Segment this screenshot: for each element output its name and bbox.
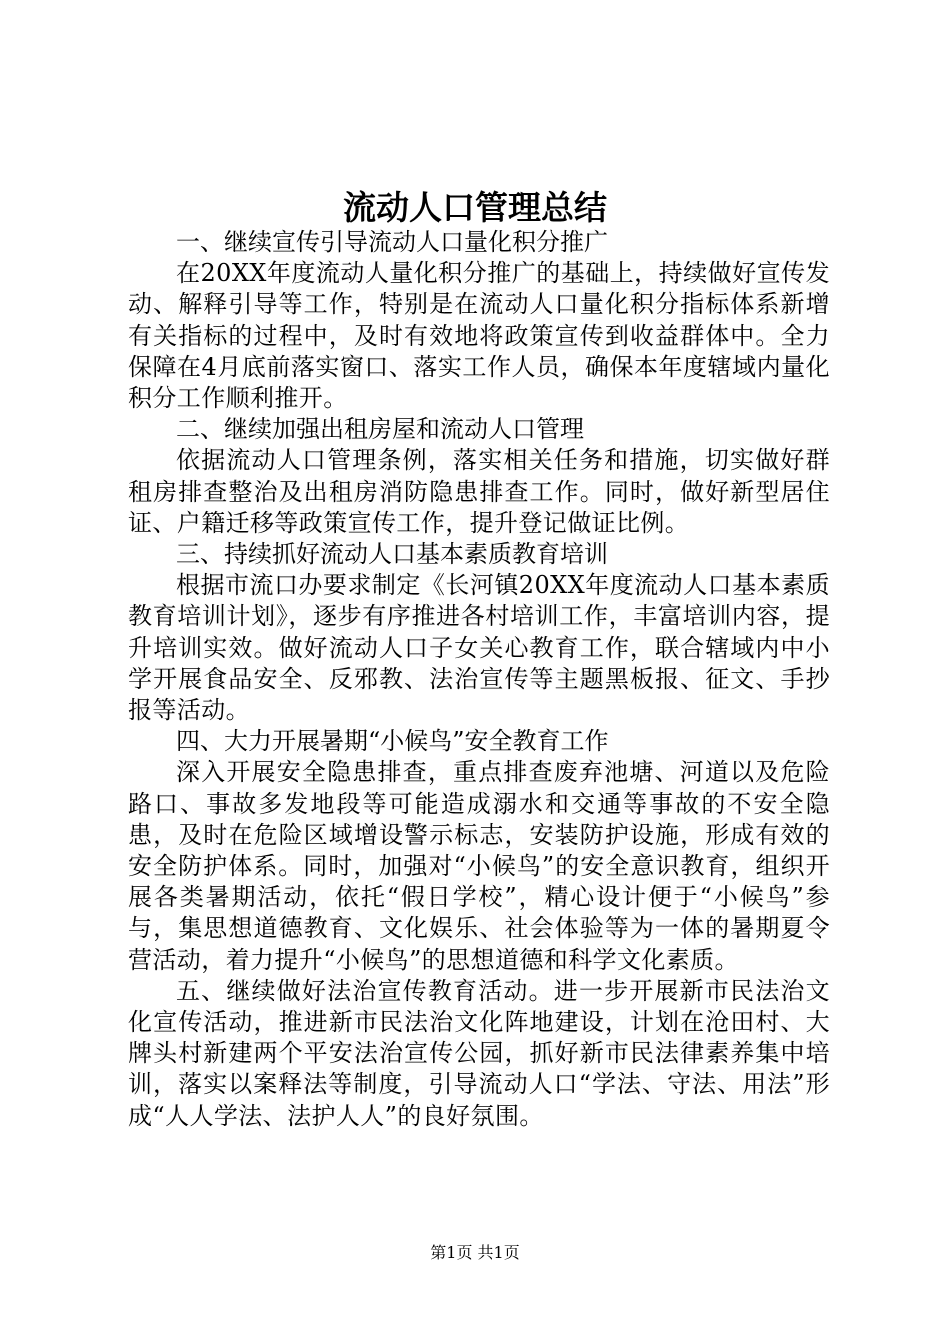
section-2-heading: 二、继续加强出租房屋和流动人口管理 <box>176 415 584 444</box>
section-1-body: 在20XX年度流动人量化积分推广的基础上，持续做好宣传发动、解释引导等工作，特别是在流动人口量化积分指标体系新增有关指标的过程中，及时有效地将政策宣传到收益群体中。全力保障在4月底前落实窗口、落实工作人员，确保本年度辖域内量化积分工作顺利推开。 <box>128 259 830 413</box>
page-number-footer: 第1页 共1页 <box>430 1243 520 1262</box>
document-body <box>128 227 830 1132</box>
section-5-body: 五、继续做好法治宣传教育活动。进一步开展新市民法治文化宣传活动，推进新市民法治文化阵地建设，计划在沧田村、大牌头村新建两个平安法治宣传公园，抓好新市民法律素养集中培训，落实以案释法等制度，引导流动人口“学法、守法、用法”形成“人人学法、法护人人”的良好氛围。 <box>128 976 830 1130</box>
section-3-body: 根据市流口办要求制定《长河镇20XX年度流动人口基本素质教育培训计划》，逐步有序推进各村培训工作，丰富培训内容，提升培训实效。做好流动人口子女关心教育工作，联合辖域内中小学开展食品安全、反邪教、法治宣传等主题黑板报、征文、手抄报等活动。 <box>128 571 830 725</box>
page-title: 流动人口管理总结 <box>343 188 607 227</box>
section-1-heading: 一、继续宣传引导流动人口量化积分推广 <box>176 228 608 256</box>
section-2-body: 依据流动人口管理条例，落实相关任务和措施，切实做好群租房排查整治及出租房消防隐患排查工作。同时，做好新型居住证、户籍迁移等政策宣传工作，提升登记做证比例。 <box>128 446 830 537</box>
section-4-body: 深入开展安全隐患排查，重点排查废弃池塘、河道以及危险路口、事故多发地段等可能造成溺水和交通等事故的不安全隐患，及时在危险区域增设警示标志，安装防护设施，形成有效的安全防护体系。同时，加强对“小候鸟”的安全意识教育，组织开展各类暑期活动，依托“假日学校”，精心设计便于“小候鸟”参与，集思想道德教育、文化娱乐、社会体验等为一体的暑期夏令营活动，着力提升“小候鸟”的思想道德和科学文化素质。 <box>128 758 830 974</box>
section-3-heading: 三、持续抓好流动人口基本素质教育培训 <box>176 540 608 569</box>
section-4-heading: 四、大力开展暑期“小候鸟”安全教育工作 <box>176 727 609 756</box>
